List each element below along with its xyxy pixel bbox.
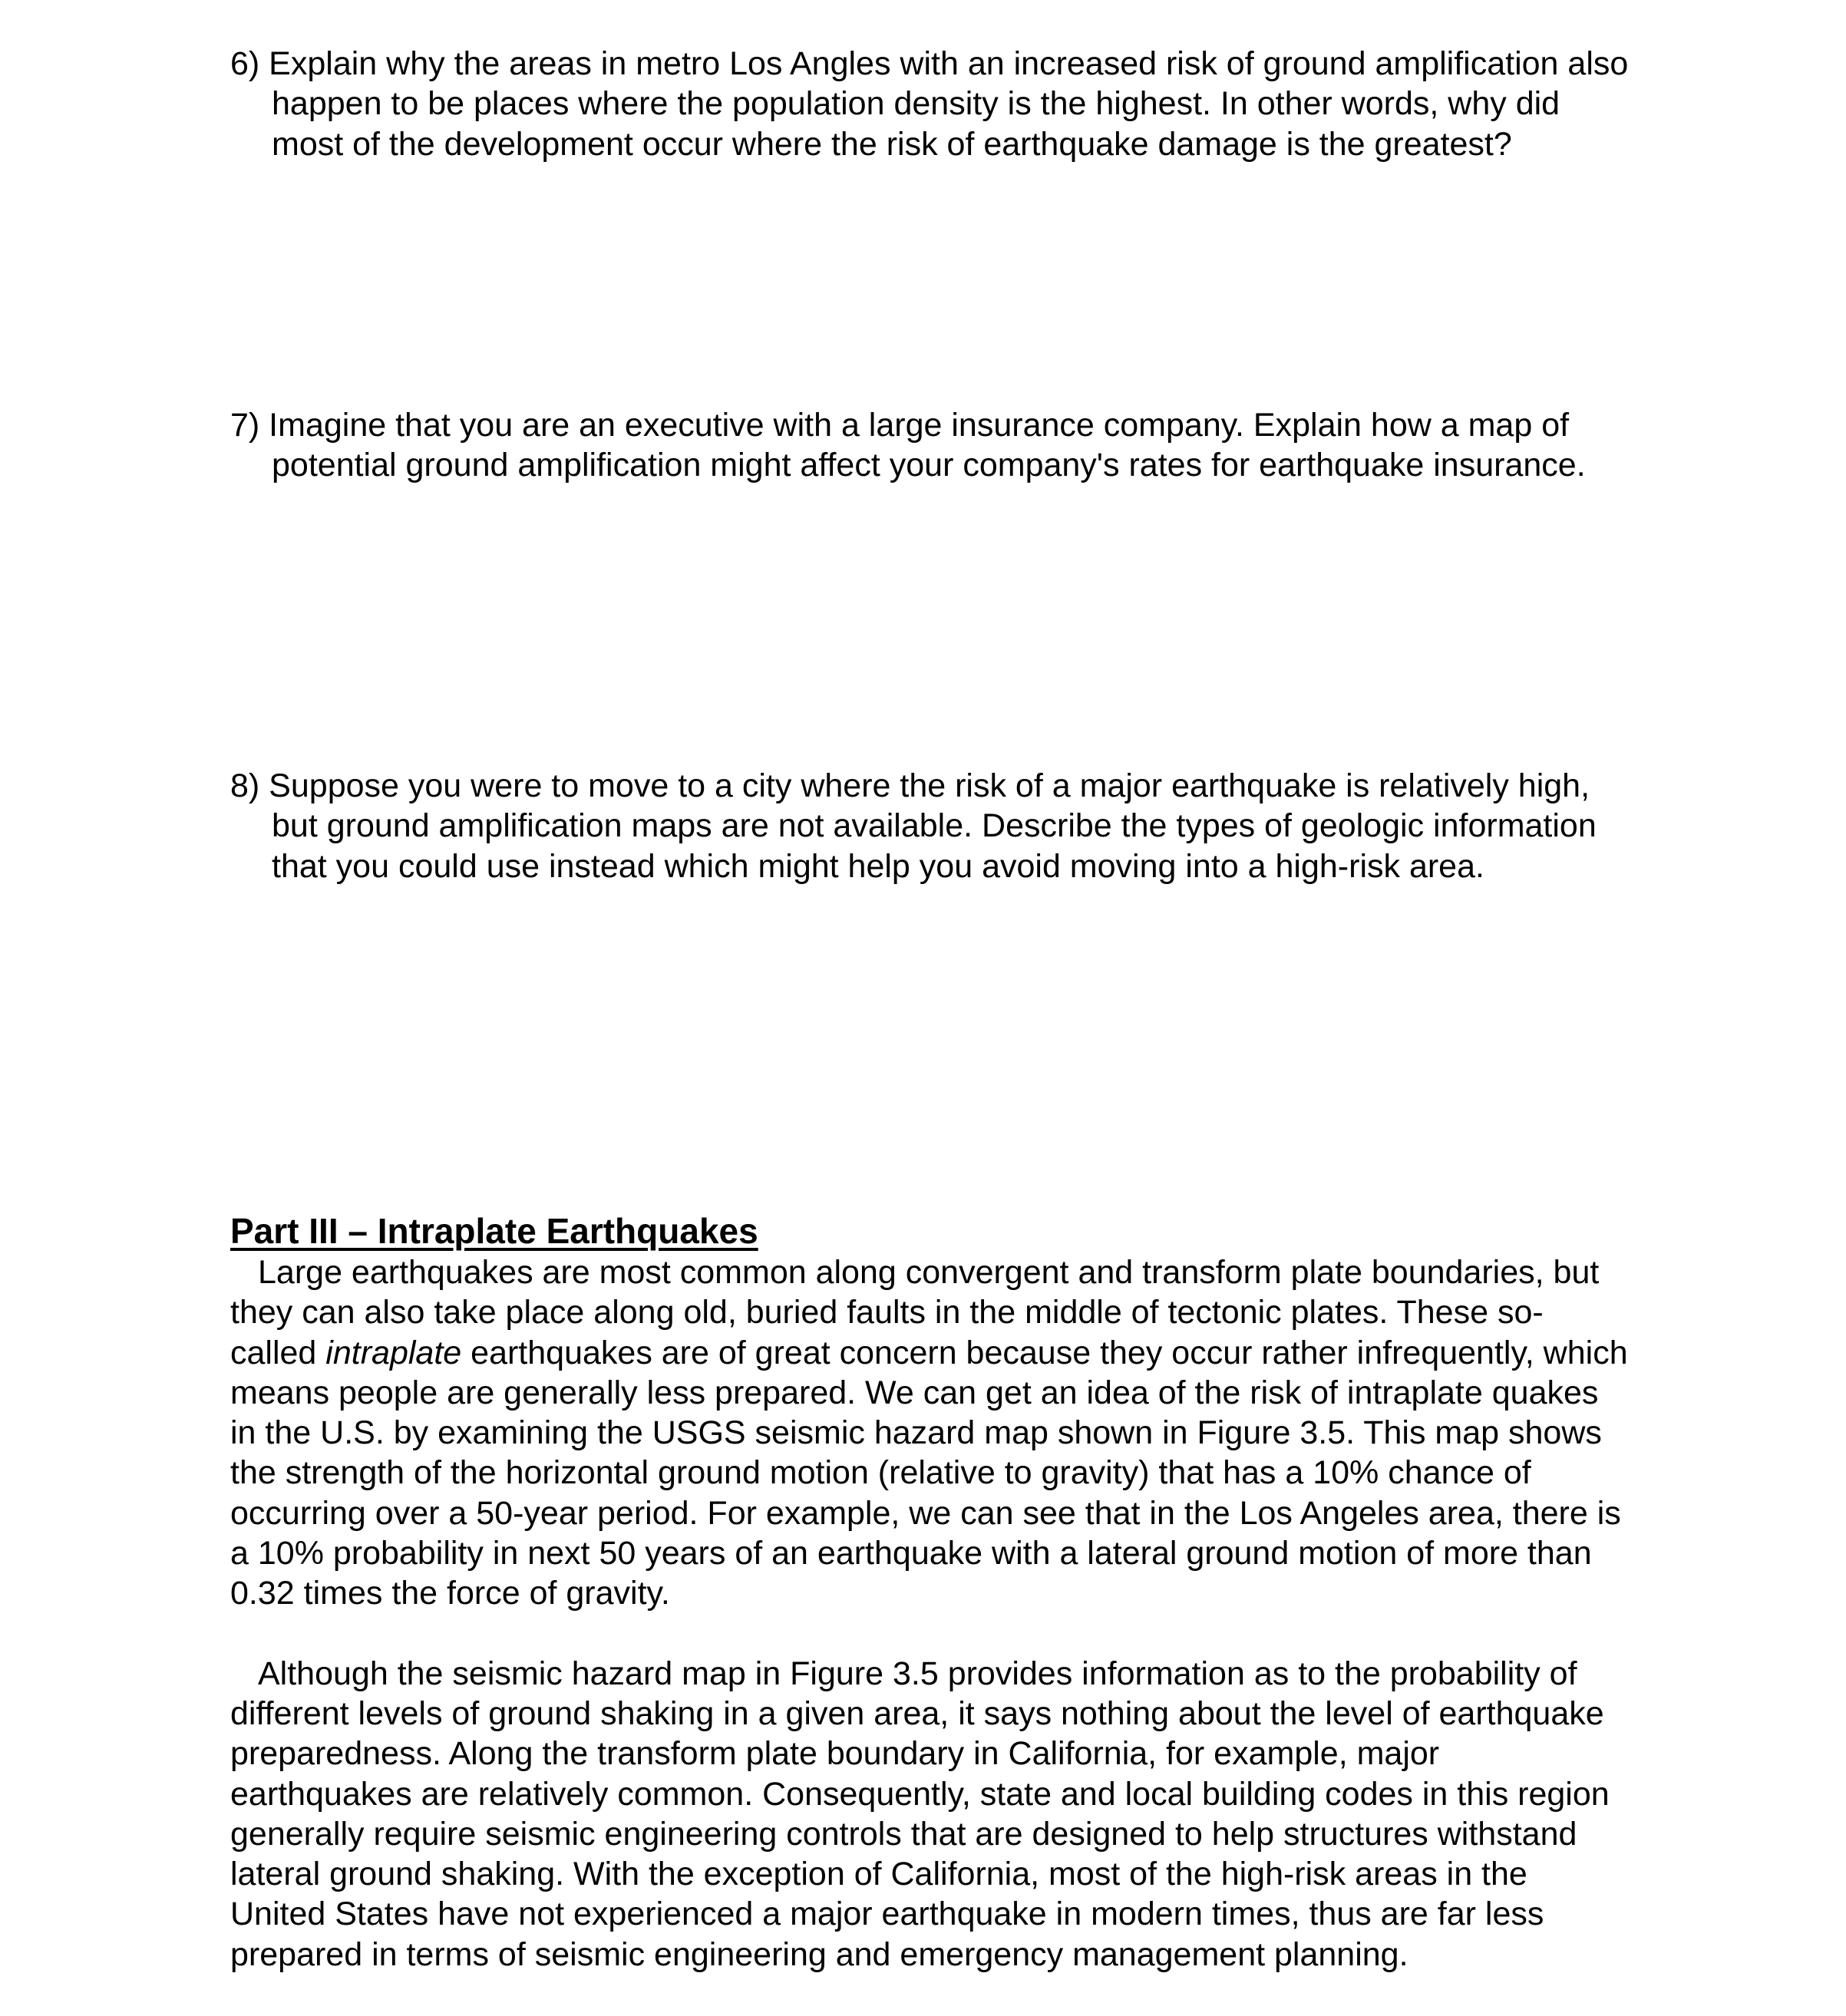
text-line: potential ground amplification might affect your company's rates for earthquake insurance. [272, 447, 1586, 484]
text: called [230, 1334, 326, 1371]
text-line [230, 1333, 1628, 1373]
text-line: 6) Explain why the areas in metro Los Angles with an increased risk of ground amplification also [230, 45, 1629, 82]
text-line: 7) Imagine that you are an executive with a large insurance company. Explain how a map of [230, 407, 1570, 444]
text-line: preparedness. Along the transform plate boundary in California, for example, major [230, 1735, 1440, 1773]
paragraph-1 [230, 1252, 1628, 1614]
text-line: lateral ground shaking. With the exception of California, most of the high-risk areas in the [230, 1856, 1527, 1893]
text-line: generally require seismic engineering controls that are designed to help structures withstand [230, 1815, 1577, 1853]
paragraph-2 [230, 1654, 1628, 1975]
text: earthquakes are of great concern because they occur rather infrequently, which [461, 1334, 1628, 1371]
text-line: they can also take place along old, buried faults in the middle of tectonic plates. These so- [230, 1294, 1544, 1331]
text-line: the strength of the horizontal ground motion (relative to gravity) that has a 10% chance of [230, 1454, 1531, 1492]
text-line: United States have not experienced a major earthquake in modern times, thus are far less [230, 1896, 1544, 1933]
text-line: means people are generally less prepared. We can get an idea of the risk of intraplate quakes [230, 1374, 1599, 1411]
text-line: Although the seismic hazard map in Figure 3.5 provides information as to the probability of [258, 1655, 1577, 1692]
text-line: happen to be places where the population density is the highest. In other words, why did [272, 85, 1560, 123]
text-line: different levels of ground shaking in a given area, it says nothing about the level of earthquake [230, 1694, 1604, 1732]
question-7 [230, 405, 1586, 486]
text-line: but ground amplification maps are not available. Describe the types of geologic information [272, 807, 1597, 845]
text-line: 8) Suppose you were to move to a city where the risk of a major earthquake is relatively high, [230, 767, 1590, 804]
text-line: prepared in terms of seismic engineering and emergency management planning. [230, 1935, 1408, 1973]
italic-term: intraplate [325, 1334, 462, 1371]
text-line: Large earthquakes are most common along convergent and transform plate boundaries, but [258, 1254, 1600, 1291]
text-line: a 10% probability in next 50 years of an earthquake with a lateral ground motion of more than [230, 1535, 1592, 1572]
text-line: that you could use instead which might help you avoid moving into a high-risk area. [272, 847, 1484, 885]
text-line: most of the development occur where the risk of earthquake damage is the greatest? [272, 125, 1512, 163]
section-heading: Part III – Intraplate Earthquakes [230, 1211, 758, 1251]
text-line: earthquakes are relatively common. Consequently, state and local building codes in this region [230, 1775, 1610, 1813]
text-line: occurring over a 50-year period. For example, we can see that in the Los Angeles area, there is [230, 1494, 1621, 1532]
question-8 [230, 766, 1597, 886]
text-line: 0.32 times the force of gravity. [230, 1575, 670, 1612]
section-part-3 [230, 1209, 1628, 1975]
text-line: in the U.S. by examining the USGS seismic hazard map shown in Figure 3.5. This map shows [230, 1414, 1602, 1452]
question-6 [230, 44, 1628, 164]
